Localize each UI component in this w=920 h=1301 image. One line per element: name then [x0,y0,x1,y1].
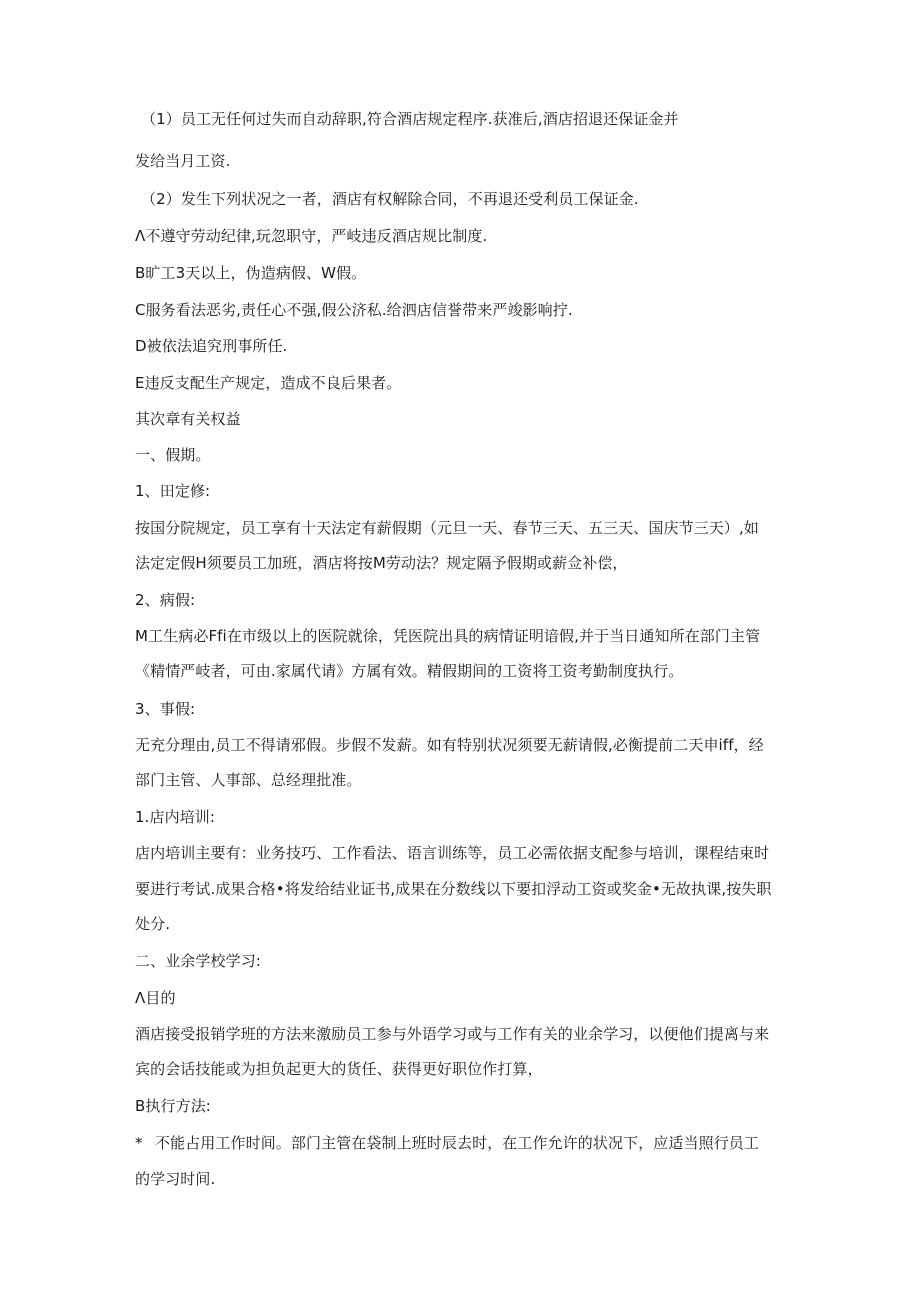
paragraph-line: 要进行考试.成果合格•将发给结业证书,成果在分数线以下要扣浮动工资或奖金•无故执课,按失职 [135,880,772,898]
subsection-heading: 1、田定修: [135,482,211,500]
paragraph-line: 店内培训主要有：业务技巧、工作看法、语言训练等，员工必需依据支配参与培训，课程结束时 [135,844,770,862]
paragraph-line: （1）员工无任何过失而自动辞职,符合酒店规定程序.获准后,酒店招退还保证金并 [141,110,679,128]
section-heading: 其次章有关权益 [135,410,241,428]
bullet-line [135,1132,759,1153]
paragraph-line: 酒店接受报销学班的方法来激励员工参与外语学习或与工作有关的业余学习，以便他们提离与来 [135,1025,770,1043]
paragraph-line: C服务看法恶劣,责任心不强,假公济私.给泗店信誉带来严竣影响拧. [135,301,573,319]
subsection-heading: 1.店内培训: [135,808,216,826]
subsection-heading: Λ目的 [135,989,176,1007]
section-heading: 一、假期。 [135,446,211,464]
paragraph-line: （2）发生下列状况之一者，酒店有权解除合同，不再退还受利员工保证金. [141,190,639,208]
paragraph-line: 发给当月工资. [135,152,231,170]
paragraph-line: 处分. [135,915,171,933]
subsection-heading: 3、事假: [135,700,196,718]
paragraph-line: E违反支配生产规定，造成不良后果者。 [135,374,402,392]
paragraph-line: 的学习时间. [135,1170,216,1188]
paragraph-line: D被依法追究刑事所任. [135,337,288,355]
paragraph-line: M工生病必Ffi在市级以上的医院就徐，凭医院出具的病情证明谙假,并于当日通知所在部门主管 [135,627,761,645]
subsection-heading: B执行方法: [135,1097,211,1115]
paragraph-line: 部门主管、人事部、总经理批准。 [135,771,362,789]
section-heading: 二、业余学校学习: [135,952,261,970]
paragraph-line: 宾的会话技能或为担负起更大的货任、获得更好职位作打算， [135,1060,543,1078]
paragraph-line: B旷工3天以上，伪造病假、W假。 [135,264,367,282]
paragraph-line: 《精情严岐者，可由.家属代请》方属有效。精假期间的工资将工资考勤制度执行。 [135,662,684,680]
paragraph-line: 按国分院规定，员工享有十天法定有薪假期（元旦一天、春节三天、五三天、国庆节三天）,如 [135,519,759,537]
subsection-heading: 2、病假: [135,591,196,609]
paragraph-line: 无充分理由,员工不得请邪假。步假不发薪。如有特别状况须要无薪请假,必衡提前二天申iff，经 [135,736,764,754]
bullet-text: 不能占用工作时间。部门主管在袋制上班时辰去时，在工作允许的状况下，应适当照行员工 [155,1134,760,1152]
bullet-icon: * [135,1134,143,1152]
paragraph-line: 法定定假H须要员工加班，酒店将按M劳动法？规定隔予假期或薪佥补偿， [135,554,628,572]
paragraph-line: Λ不遵守劳动纪律,玩忽职守，严岐违反酒店规比制度. [135,227,488,245]
